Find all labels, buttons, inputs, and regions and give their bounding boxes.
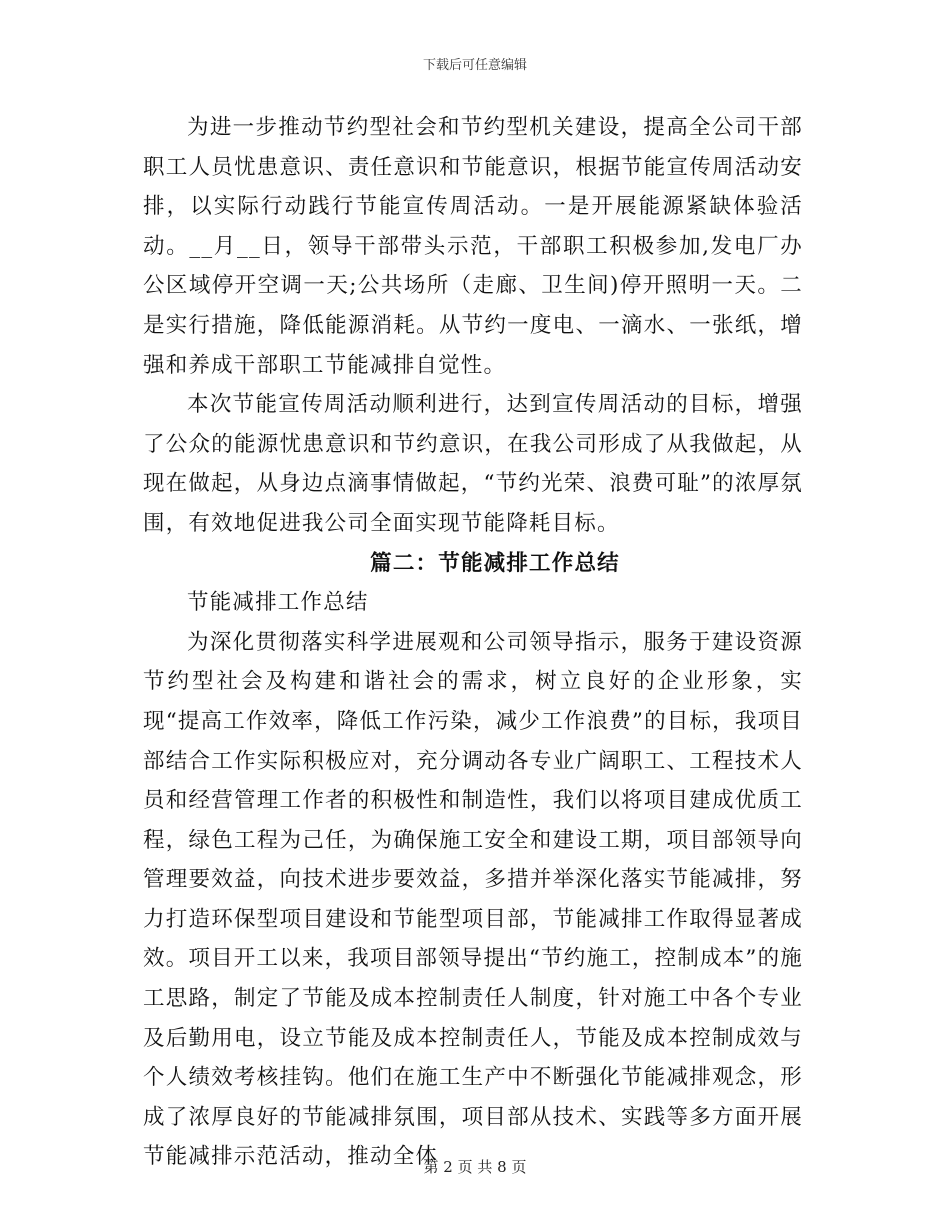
paragraph-energy-week-summary: 本次节能宣传周活动顺利进行，达到宣传周活动的目标，增强了公众的能源忧患意识和节约意识，在我公司形成了从我做起，从现在做起，从身边点滴事情做起，“节约光荣、浪费可耻”的浓厚氛围，有效地促进我公司全面实现节能降耗目标。 [143,392,803,536]
document-body [143,108,803,1177]
section-heading: 篇二：节能减排工作总结 [370,550,620,576]
paragraph-energy-week-activities: 为进一步推动节约型社会和节约型机关建设，提高全公司干部职工人员忧患意识、责任意识和节能意识，根据节能宣传周活动安排，以实际行动践行节能宣传周活动。一是开展能源紧缺体验活动。__月__日，领导干部带头示范，干部职工积极参加,发电厂办公区域停开空调一天;公共场所（走廊、卫生间)停开照明一天。二是实行措施，降低能源消耗。从节约一度电、一滴水、一张纸，增强和养成干部职工节能减排自觉性。 [143,115,803,378]
section-subtitle: 节能减排工作总结 [187,590,369,616]
page-footer: 第 2 页 共 8 页 [423,1158,527,1176]
paragraph-project-energy-saving: 为深化贯彻落实科学进展观和公司领导指示，服务于建设资源节约型社会及构建和谐社会的需求，树立良好的企业形象，实现“提高工作效率，降低工作污染，减少工作浪费”的目标，我项目部结合工作实际积极应对，充分调动各专业广阔职工、工程技术人员和经营管理工作者的积极性和制造性，我们以将项目建成优质工程，绿色工程为己任，为确保施工安全和建设工期，项目部领导向管理要效益，向技术进步要效益，多措并举深化落实节能减排，努力打造环保型项目建设和节能型项目部，节能减排工作取得显著成效。项目开工以来，我项目部领导提出“节约施工，控制成本”的施工思路，制定了节能及成本控制责任人制度，针对施工中各个专业及后勤用电，设立节能及成本控制责任人，节能及成本控制成效与个人绩效考核挂钩。他们在施工生产中不断强化节能减排观念，形成了浓厚良好的节能减排氛围，项目部从技术、实践等多方面开展节能减排示范活动，推动全体 [143,629,803,1170]
page-header: 下载后可任意编辑 [422,58,527,73]
